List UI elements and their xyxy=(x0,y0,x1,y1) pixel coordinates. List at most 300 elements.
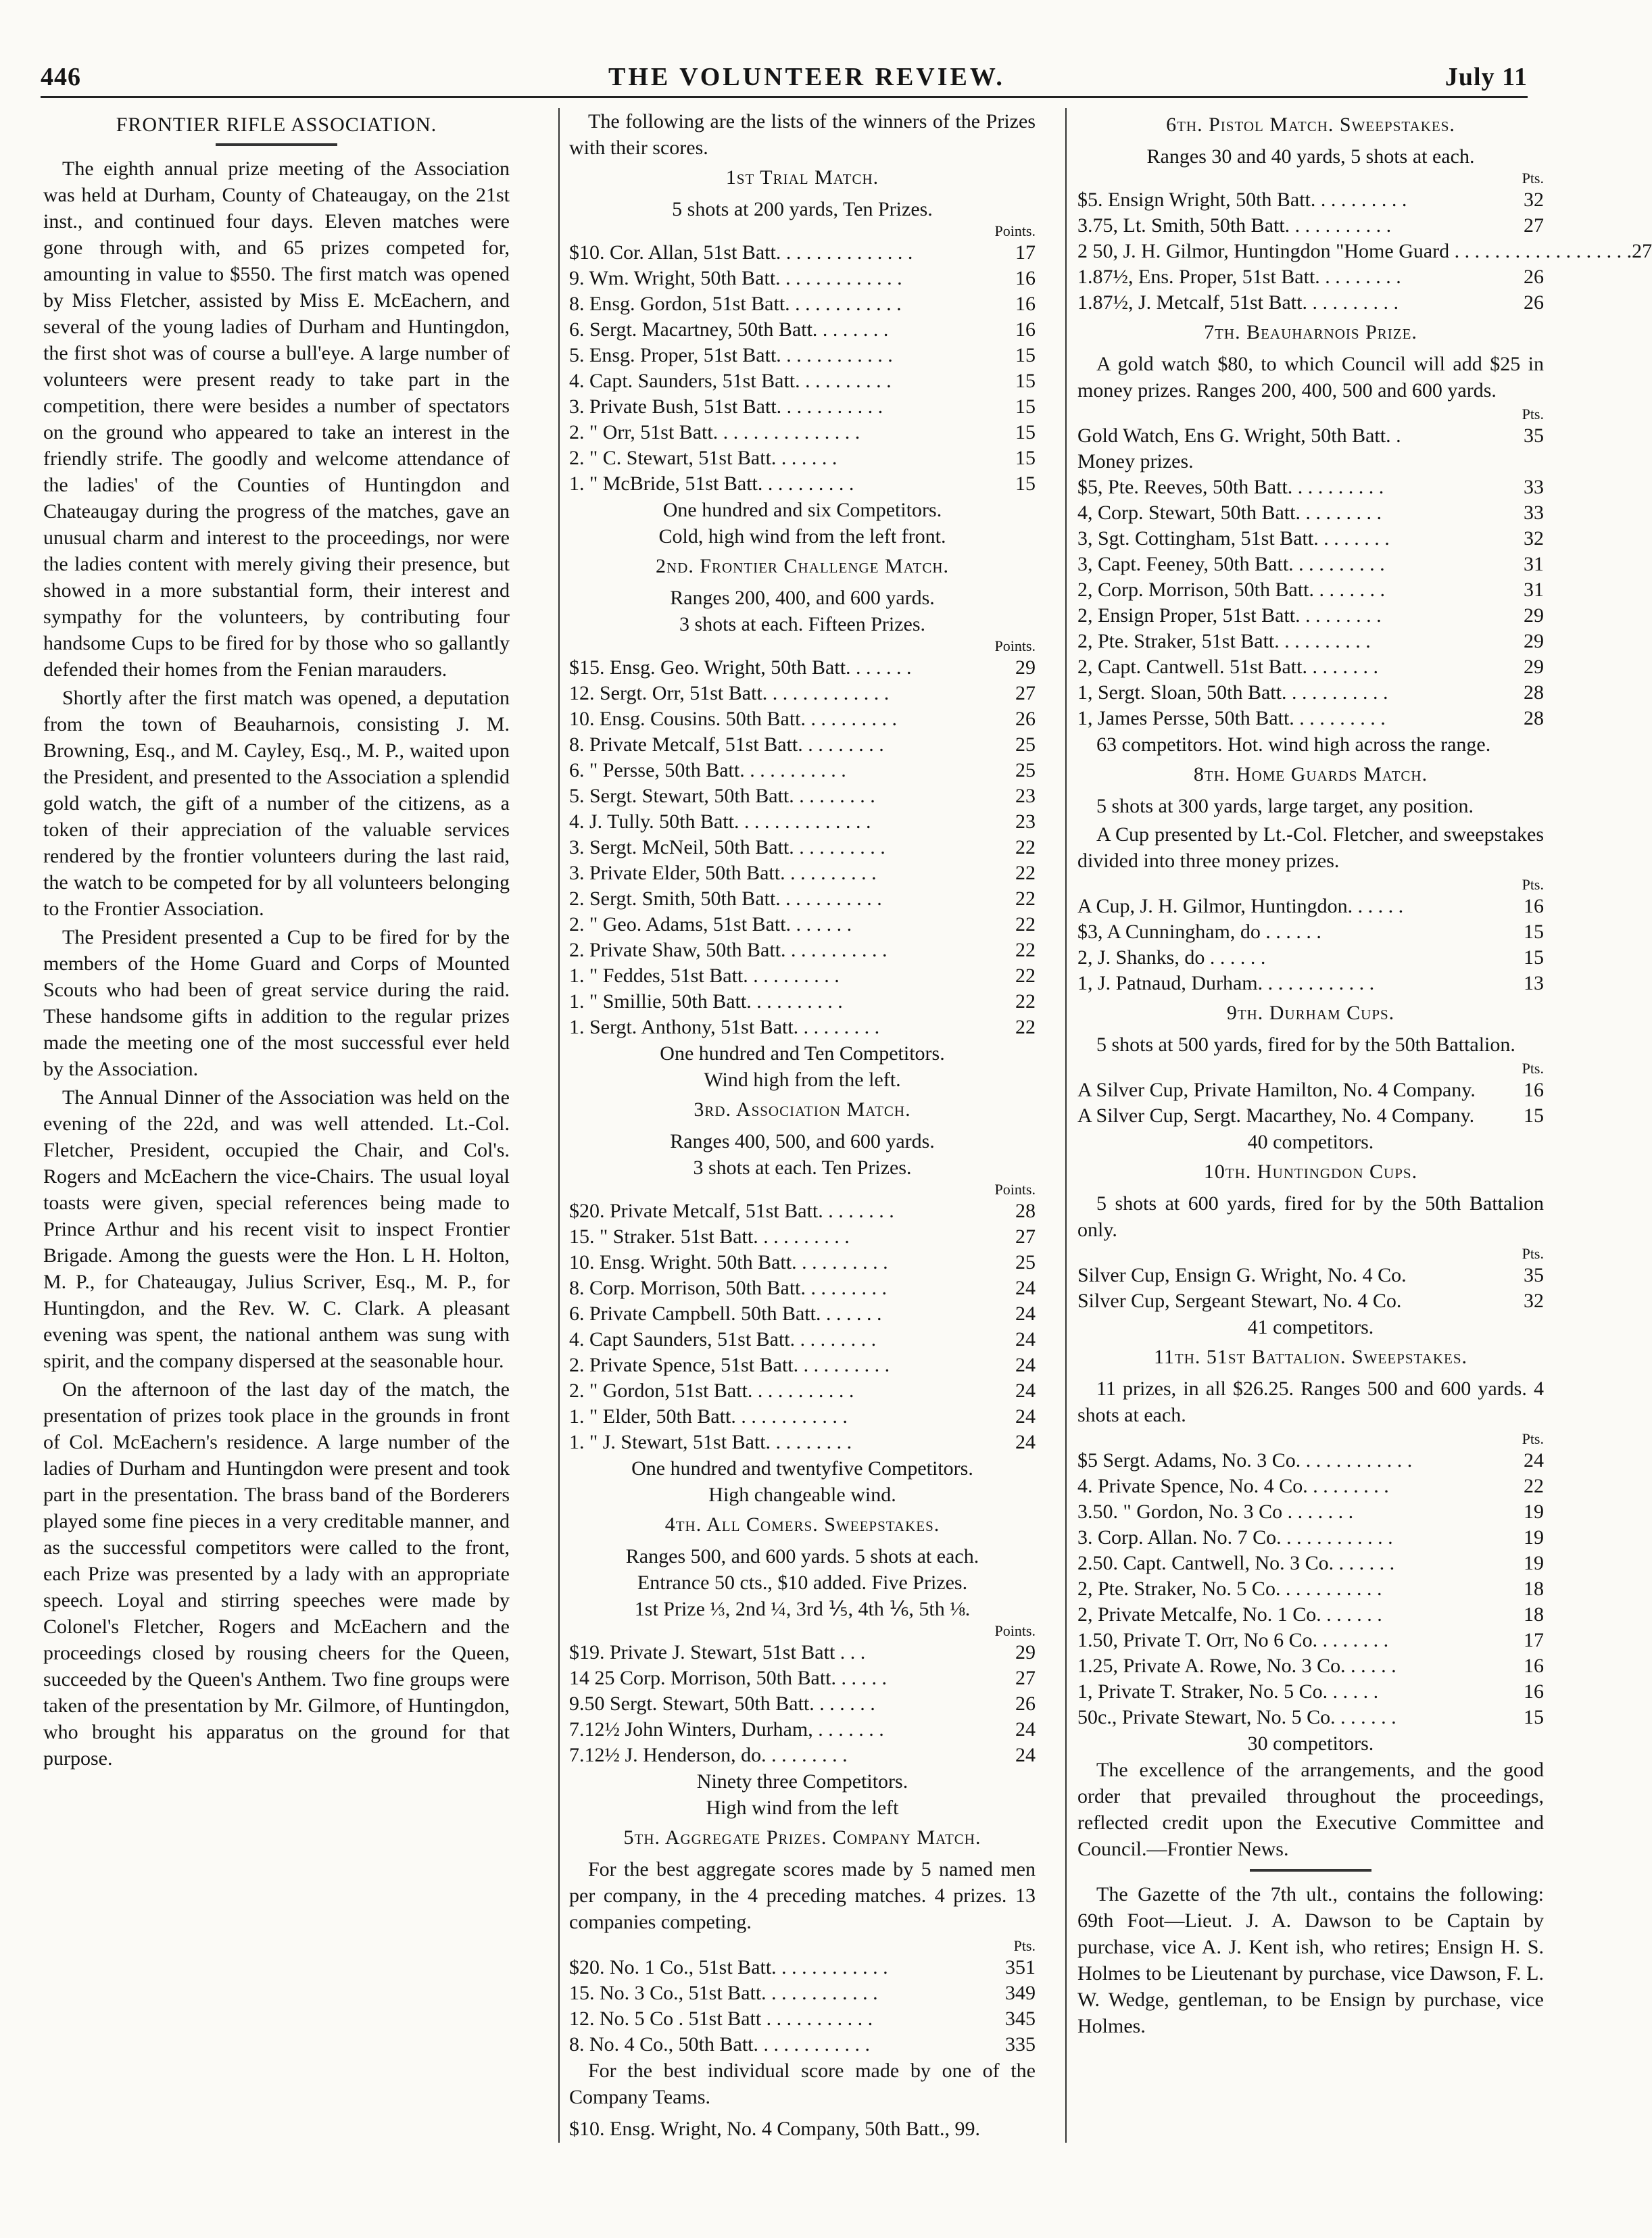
result-row xyxy=(1077,680,1544,706)
result-row xyxy=(1077,1653,1544,1679)
match-footer: 40 competitors. xyxy=(1247,1131,1374,1153)
article-paragraph-1: The eighth annual prize meeting of the Association was held at Durham, County of Chateaugay, on the 21st inst., and continued four days. Eleven matches were gone through with, and 65 prizes competed for, amounting in value to $550. The first match was opened by Miss Fletcher, assisted by Miss E. McEachern, and several of the young ladies of Durham and Huntingdon, the first shot was of course a bull'eye. A large number of volunteers were present ready to take part in the competition, there were besides a number of spectators on the ground who appeared to take an interest in the friendly strife. The goodly and welcome attendance of the ladies' of the Counties of Huntingdon and Chateaugay during the progress of the matches, gave an unusual charm and interest to the proceedings, nor were the ladies content with merely giving their presence, but showed in a more substantial form, their interest and sympathy for the volunteers, by contributing four handsome Cups to be fired for by those who so gallantly defended their homes from the Fenian marauders. xyxy=(43,157,510,681)
result-row xyxy=(569,445,1036,471)
result-row xyxy=(569,732,1036,758)
issue-date: July 11 xyxy=(1444,63,1528,91)
result-row xyxy=(1077,1077,1544,1103)
match-subtitle: 3 shots at each. Ten Prizes. xyxy=(693,1157,912,1179)
score: 24 xyxy=(1015,1718,1036,1741)
result-row xyxy=(569,1665,1036,1691)
competitor-entry: 2. " Orr, 51st Batt. . . . . . . . . . . . . . . xyxy=(569,421,860,443)
result-row xyxy=(1077,1602,1544,1628)
score: 22 xyxy=(1015,836,1036,858)
match-title: 4th. All Comers. Sweepstakes. xyxy=(664,1513,940,1536)
result-row xyxy=(1077,423,1544,449)
points-label: Points. xyxy=(994,637,1036,654)
result-row xyxy=(569,835,1036,860)
match-title: 6th. Pistol Match. Sweepstakes. xyxy=(1166,114,1455,136)
score: 35 xyxy=(1524,424,1544,447)
score: 26 xyxy=(1015,708,1036,730)
page-number: 446 xyxy=(41,63,81,91)
score: 27 xyxy=(1524,214,1544,237)
score: 15 xyxy=(1524,946,1544,969)
score: 35 xyxy=(1524,1264,1544,1286)
score: 15 xyxy=(1015,447,1036,469)
match-description: A Cup presented by Lt.-Col. Fletcher, and sweepstakes divided into three money prizes. xyxy=(1077,823,1544,872)
points-label: Pts. xyxy=(1522,1430,1544,1447)
match-title: 9th. Durham Cups. xyxy=(1226,1002,1395,1024)
section-rule xyxy=(1250,1869,1371,1872)
result-row xyxy=(1077,1525,1544,1551)
score: 15 xyxy=(1524,1104,1544,1127)
match-footer: One hundred and six Competitors. xyxy=(662,499,942,521)
match-footer: One hundred and twentyfive Competitors. xyxy=(631,1457,973,1480)
competitor-entry: 8. Corp. Morrison, 50th Batt. . . . . . . . . xyxy=(569,1277,887,1299)
points-label: Pts. xyxy=(1522,876,1544,893)
score: 13 xyxy=(1524,972,1544,994)
score: 16 xyxy=(1524,1655,1544,1677)
score: 16 xyxy=(1015,293,1036,315)
match-title: 7th. Beauharnois Prize. xyxy=(1204,321,1417,343)
competitor-entry: 9.50 Sergt. Stewart, 50th Batt. . . . . . . xyxy=(569,1693,875,1715)
points-label: Points. xyxy=(994,1181,1036,1198)
match-description: 5 shots at 300 yards, large target, any position. xyxy=(1096,795,1474,817)
competitor-entry: 12. No. 5 Co . 51st Batt . . . . . . . . . . . xyxy=(569,2008,873,2030)
match-subtitle: 3 shots at each. Fifteen Prizes. xyxy=(679,613,926,635)
score: 16 xyxy=(1524,1079,1544,1101)
points-label: Pts. xyxy=(1522,406,1544,422)
score: 24 xyxy=(1015,1328,1036,1351)
competitor-entry: 8. No. 4 Co., 50th Batt. . . . . . . . . . . . xyxy=(569,2033,871,2055)
result-row xyxy=(1077,1551,1544,1576)
competitor-entry: 2 50, J. H. Gilmor, Huntingdon "Home Guard . . . . . . . . . . . . . . . . . . xyxy=(1077,240,1632,262)
result-row xyxy=(569,809,1036,835)
column-divider-2 xyxy=(1065,108,1067,2143)
score: 26 xyxy=(1524,266,1544,288)
result-row xyxy=(569,989,1036,1015)
competitor-entry: 4. Capt Saunders, 51st Batt. . . . . . . . . xyxy=(569,1328,877,1351)
score: 16 xyxy=(1015,267,1036,289)
result-row xyxy=(569,1250,1036,1275)
score: 17 xyxy=(1015,241,1036,264)
score: 27 xyxy=(1015,1667,1036,1689)
competitor-entry: 1. " Feddes, 51st Batt. . . . . . . . . . xyxy=(569,965,840,987)
result-row xyxy=(1077,654,1544,680)
score: 32 xyxy=(1524,527,1544,550)
competitor-entry: 1.25, Private A. Rowe, No. 3 Co. . . . . . xyxy=(1077,1655,1396,1677)
result-row xyxy=(1077,264,1544,290)
match-description: 5 shots at 600 yards, fired for by the 50th Battalion only. xyxy=(1077,1192,1544,1241)
competitor-entry: 10. Ensg. Cousins. 50th Batt. . . . . . . . . . xyxy=(569,708,898,730)
competitor-entry: 2. " Geo. Adams, 51st Batt. . . . . . . xyxy=(569,913,852,935)
score: 16 xyxy=(1524,1680,1544,1703)
competitor-entry: 3, Capt. Feeney, 50th Batt. . . . . . . . . . xyxy=(1077,553,1385,575)
result-row xyxy=(569,1980,1036,2006)
score: 24 xyxy=(1015,1431,1036,1453)
result-row xyxy=(569,912,1036,938)
match-description: A gold watch $80, to which Council will add $25 in money prizes. Ranges 200, 400, 500 and 600 yards. xyxy=(1077,353,1544,402)
result-row xyxy=(569,266,1036,291)
results-intro: The following are the lists of the winners of the Prizes with their scores. xyxy=(569,110,1036,159)
result-row xyxy=(569,420,1036,445)
match-description: For the best aggregate scores made by 5 named men per company, in the 4 preceding matches. 4 prizes. 13 companies competing. xyxy=(569,1858,1036,1933)
result-row xyxy=(1077,290,1544,316)
match-description: 5 shots at 500 yards, fired for by the 50th Battalion. xyxy=(1096,1033,1515,1056)
result-row xyxy=(1077,603,1544,629)
score: 26 xyxy=(1524,291,1544,314)
competitor-entry: 1, Private T. Straker, No. 5 Co. . . . . . xyxy=(1077,1680,1379,1703)
score: 15 xyxy=(1015,370,1036,392)
score: 25 xyxy=(1015,759,1036,781)
competitor-entry: 15. No. 3 Co., 51st Batt. . . . . . . . . . . . xyxy=(569,1982,878,2004)
result-row xyxy=(1077,1628,1544,1653)
result-row xyxy=(569,655,1036,681)
competitor-entry: 3.75, Lt. Smith, 50th Batt. . . . . . . . . . . xyxy=(1077,214,1392,237)
score: 18 xyxy=(1524,1578,1544,1600)
score: 16 xyxy=(1524,895,1544,917)
competitor-entry: A Silver Cup, Private Hamilton, No. 4 Company. xyxy=(1077,1079,1476,1101)
competitor-entry: 3, Sgt. Cottingham, 51st Batt. . . . . . . . xyxy=(1077,527,1390,550)
competitor-entry: A Cup, J. H. Gilmor, Huntingdon. . . . . . xyxy=(1077,895,1404,917)
score: 22 xyxy=(1015,1016,1036,1038)
points-label: Pts. xyxy=(1013,1937,1036,1954)
match-title: 11th. 51st Battalion. Sweepstakes. xyxy=(1153,1346,1468,1368)
score: 31 xyxy=(1524,553,1544,575)
score: 33 xyxy=(1524,502,1544,524)
result-row xyxy=(569,2006,1036,2032)
result-row xyxy=(569,1015,1036,1040)
competitor-entry: 9. Wm. Wright, 50th Batt. . . . . . . . . . . . . xyxy=(569,267,902,289)
competitor-entry: 1.87½, Ens. Proper, 51st Batt. . . . . . . . . xyxy=(1077,266,1401,288)
result-row xyxy=(569,1198,1036,1224)
competitor-entry: 1, James Persse, 50th Batt. . . . . . . . . . xyxy=(1077,707,1386,729)
competitor-entry: 2. " C. Stewart, 51st Batt. . . . . . . xyxy=(569,447,837,469)
score: 345 xyxy=(1005,2008,1036,2030)
article-paragraph-2: Shortly after the first match was opened, a deputation from the town of Beauharnois, consisting J. M. Browning, Esq., and M. Cayley, Esq., M. P., waited upon the President, and presented to the Association a splendid gold watch, the gift of a number of the citizens, as a token of their appreciation of the valuable services rendered by the frontier volunteers during the last raid, the watch to be competed for by all volunteers belonging to the Frontier Association. xyxy=(43,687,510,920)
article-paragraph-4: The Annual Dinner of the Association was held on the evening of the 22d, and was well attended. Lt.-Col. Fletcher, President, occupied the Chair, and Col's. Rogers and McEachern the vice-Chairs. The usual loyal toasts were given, special references being made to Prince Arthur and his recent visit to inspect Frontier Brigade. Among the guests were the Hon. L H. Holton, M. P., for Chateaugay, Julius Scriver, Esq., M. P., for Huntingdon, and the Rev. W. C. Clark. A pleasant evening was spent, the national anthem was sung with spirit, and the company dispersed at the seasonable hour. xyxy=(43,1086,510,1372)
match-footer: 63 competitors. Hot. wind high across the range. xyxy=(1096,733,1491,756)
points-label: Pts. xyxy=(1522,170,1544,187)
result-row xyxy=(1077,894,1544,919)
competitor-entry: 12. Sergt. Orr, 51st Batt. . . . . . . . . . . . . xyxy=(569,682,890,704)
competitor-entry: 6. Private Campbell. 50th Batt. . . . . . . xyxy=(569,1303,882,1325)
competitor-entry: 4, Corp. Stewart, 50th Batt. . . . . . . . . xyxy=(1077,502,1382,524)
score: 19 xyxy=(1524,1501,1544,1523)
publication-title: THE VOLUNTEER REVIEW. xyxy=(608,63,1005,91)
result-row xyxy=(1077,1576,1544,1602)
score: 349 xyxy=(1005,1982,1036,2004)
result-row xyxy=(569,291,1036,317)
competitor-entry: 1. Sergt. Anthony, 51st Batt. . . . . . . . . xyxy=(569,1016,880,1038)
result-row xyxy=(1077,552,1544,577)
result-row xyxy=(569,1301,1036,1327)
result-row xyxy=(569,1691,1036,1717)
score: 27 xyxy=(1015,682,1036,704)
competitor-entry: 1. " J. Stewart, 51st Batt. . . . . . . . . xyxy=(569,1431,852,1453)
score: 33 xyxy=(1524,476,1544,498)
score: 24 xyxy=(1015,1303,1036,1325)
individual-prize: $10. Ensg. Wright, No. 4 Company, 50th Batt., 99. xyxy=(569,2118,980,2140)
result-row xyxy=(1077,500,1544,526)
result-row xyxy=(569,963,1036,989)
match-subtitle: 5 shots at 200 yards, Ten Prizes. xyxy=(672,198,933,220)
competitor-entry: Gold Watch, Ens G. Wright, 50th Batt. . xyxy=(1077,424,1401,447)
result-row xyxy=(569,2032,1036,2058)
points-label: Pts. xyxy=(1522,1060,1544,1077)
competitor-entry: $5 Sergt. Adams, No. 3 Co. . . . . . . . . . . . xyxy=(1077,1449,1413,1471)
result-row xyxy=(569,1275,1036,1301)
result-row xyxy=(1077,1499,1544,1525)
competitor-entry: 14 25 Corp. Morrison, 50th Batt. . . . . . xyxy=(569,1667,887,1689)
score: 24 xyxy=(1524,1449,1544,1471)
competitor-entry: 3.50. " Gordon, No. 3 Co . . . . . . . xyxy=(1077,1501,1354,1523)
result-row xyxy=(569,783,1036,809)
score: 28 xyxy=(1524,681,1544,704)
competitor-entry: 6. Sergt. Macartney, 50th Batt. . . . . . . . xyxy=(569,318,889,341)
match-title: 10th. Huntingdon Cups. xyxy=(1203,1161,1418,1183)
score xyxy=(1503,449,1544,475)
result-row xyxy=(569,1955,1036,1980)
closing-note: The excellence of the arrangements, and the good order that prevailed throughout the proceedings, reflected credit upon the Executive Committee and Council.—Frontier News. xyxy=(1077,1759,1544,1860)
competitor-entry: 1.50, Private T. Orr, No 6 Co. . . . . . . . xyxy=(1077,1629,1389,1651)
result-row xyxy=(1077,706,1544,731)
competitor-entry: 4. J. Tully. 50th Batt. . . . . . . . . . . . . . xyxy=(569,810,871,833)
competitor-entry: 2, Corp. Morrison, 50th Batt. . . . . . . . xyxy=(1077,579,1385,601)
result-row xyxy=(1077,526,1544,552)
result-row xyxy=(1077,239,1652,264)
score: 31 xyxy=(1524,579,1544,601)
score: 15 xyxy=(1015,344,1036,366)
result-row xyxy=(569,240,1036,266)
competitor-entry: $3, A Cunningham, do . . . . . . xyxy=(1077,921,1321,943)
result-row xyxy=(569,368,1036,394)
score: 23 xyxy=(1015,810,1036,833)
competitor-entry: Money prizes. xyxy=(1077,450,1194,472)
score: 16 xyxy=(1015,318,1036,341)
match-subtitle: Ranges 400, 500, and 600 yards. xyxy=(670,1130,935,1152)
score: 15 xyxy=(1524,921,1544,943)
score: 15 xyxy=(1524,1706,1544,1728)
score: 22 xyxy=(1015,990,1036,1013)
result-row xyxy=(1077,1263,1544,1288)
score: 29 xyxy=(1015,656,1036,679)
result-row xyxy=(1077,629,1544,654)
competitor-entry: 3. Sergt. McNeil, 50th Batt. . . . . . . . . . xyxy=(569,836,885,858)
competitor-entry: $20. Private Metcalf, 51st Batt. . . . . . . . xyxy=(569,1200,894,1222)
result-row xyxy=(1077,1679,1544,1705)
article-heading: FRONTIER RIFLE ASSOCIATION. xyxy=(116,114,437,136)
result-row xyxy=(1077,1448,1544,1474)
article-paragraph-3: The President presented a Cup to be fired for by the members of the Home Guard and Corps of Mounted Scouts who had been of great service during the raid. These handsome gifts in addition to the regular prizes made the meeting one of the most successful ever held by the Association. xyxy=(43,926,510,1080)
competitor-entry: 2, Private Metcalfe, No. 1 Co. . . . . . . xyxy=(1077,1603,1382,1626)
score: 17 xyxy=(1524,1629,1544,1651)
score: 18 xyxy=(1524,1603,1544,1626)
competitor-entry: $10. Cor. Allan, 51st Batt. . . . . . . . . . . . . . xyxy=(569,241,913,264)
score: 24 xyxy=(1015,1277,1036,1299)
match-title: 1st Trial Match. xyxy=(725,166,879,189)
competitor-entry: 7.12½ John Winters, Durham, . . . . . . . xyxy=(569,1718,884,1741)
competitor-entry: A Silver Cup, Sergt. Macarthey, No. 4 Company. xyxy=(1077,1104,1475,1127)
heading-rule xyxy=(216,143,337,146)
match-subtitle: Ranges 500, and 600 yards. 5 shots at each. xyxy=(625,1545,979,1567)
score: 29 xyxy=(1015,1641,1036,1663)
result-row xyxy=(1077,945,1544,971)
result-row xyxy=(569,706,1036,732)
score: 24 xyxy=(1015,1380,1036,1402)
competitor-entry: 10. Ensg. Wright. 50th Batt. . . . . . . . . . xyxy=(569,1251,888,1273)
competitor-entry: 2. Private Shaw, 50th Batt. . . . . . . . . . . xyxy=(569,939,888,961)
gazette-note: The Gazette of the 7th ult., contains the following: 69th Foot—Lieut. J. A. Dawson to be Captain by purchase, vice A. J. Kent ish, who retires; Ensign H. S. Holmes to be Lieutenant by purchase, vice Dawson, F. L. W. Wedge, gentleman, to be Ensign by purchase, vice Holmes. xyxy=(1077,1883,1544,2037)
result-row xyxy=(569,938,1036,963)
competitor-entry: 8. Private Metcalf, 51st Batt. . . . . . . . . xyxy=(569,733,884,756)
points-label: Points. xyxy=(994,1622,1036,1639)
competitor-entry: $19. Private J. Stewart, 51st Batt . . . xyxy=(569,1641,866,1663)
column-divider-1 xyxy=(558,108,560,2143)
score: 19 xyxy=(1524,1526,1544,1549)
match-footer: Cold, high wind from the left front. xyxy=(658,525,946,548)
competitor-entry: 1.87½, J. Metcalf, 51st Batt. . . . . . . . . . xyxy=(1077,291,1399,314)
result-row xyxy=(569,886,1036,912)
match-footer: 41 competitors. xyxy=(1247,1316,1374,1338)
result-row xyxy=(1077,919,1544,945)
score: 15 xyxy=(1015,421,1036,443)
score: 22 xyxy=(1015,887,1036,910)
result-row xyxy=(1077,1474,1544,1499)
competitor-entry: 4. Private Spence, No. 4 Co. . . . . . . . . xyxy=(1077,1475,1389,1497)
match-description: For the best individual score made by one of the Company Teams. xyxy=(569,2060,1036,2108)
score: 15 xyxy=(1015,472,1036,495)
competitor-entry: 2. Private Spence, 51st Batt. . . . . . . . . . xyxy=(569,1354,890,1376)
score: 22 xyxy=(1015,939,1036,961)
result-row xyxy=(569,1717,1036,1743)
result-row xyxy=(569,681,1036,706)
match-subtitle: Entrance 50 cts., $10 added. Five Prizes. xyxy=(637,1572,968,1594)
score: 32 xyxy=(1524,1290,1544,1312)
score: 26 xyxy=(1015,1693,1036,1715)
competitor-entry: 5. Ensg. Proper, 51st Batt. . . . . . . . . . . . xyxy=(569,344,893,366)
match-title: 5th. Aggregate Prizes. Company Match. xyxy=(623,1826,981,1849)
competitor-entry: 3. Private Elder, 50th Batt. . . . . . . . . . xyxy=(569,862,877,884)
score: 335 xyxy=(1005,2033,1036,2055)
score: 28 xyxy=(1015,1200,1036,1222)
score: 24 xyxy=(1015,1405,1036,1428)
competitor-entry: 1, Sergt. Sloan, 50th Batt. . . . . . . . . . . xyxy=(1077,681,1388,704)
match-footer: Ninety three Competitors. xyxy=(696,1770,908,1793)
competitor-entry: 7.12½ J. Henderson, do. . . . . . . . . xyxy=(569,1744,848,1766)
score: 22 xyxy=(1015,913,1036,935)
score: 29 xyxy=(1524,630,1544,652)
competitor-entry: 2, J. Shanks, do . . . . . . xyxy=(1077,946,1266,969)
score: 25 xyxy=(1015,733,1036,756)
score: 32 xyxy=(1524,189,1544,211)
result-row xyxy=(1077,1103,1544,1129)
result-row xyxy=(569,471,1036,497)
column-3 xyxy=(1077,108,1652,2041)
result-row xyxy=(569,317,1036,343)
competitor-entry: 50c., Private Stewart, No. 5 Co. . . . . . . xyxy=(1077,1706,1396,1728)
competitor-entry: $5. Ensign Wright, 50th Batt. . . . . . . . . . xyxy=(1077,189,1407,211)
score: 19 xyxy=(1524,1552,1544,1574)
match-subtitle: Ranges 30 and 40 yards, 5 shots at each. xyxy=(1146,145,1475,168)
competitor-entry: 2. " Gordon, 51st Batt. . . . . . . . . . . xyxy=(569,1380,854,1402)
score: 22 xyxy=(1524,1475,1544,1497)
score: 23 xyxy=(1015,785,1036,807)
competitor-entry: 6. " Persse, 50th Batt. . . . . . . . . . . xyxy=(569,759,846,781)
result-row xyxy=(569,1353,1036,1378)
competitor-entry: 15. " Straker. 51st Batt. . . . . . . . . . xyxy=(569,1225,850,1248)
competitor-entry: 5. Sergt. Stewart, 50th Batt. . . . . . . . . xyxy=(569,785,875,807)
competitor-entry: 1, J. Patnaud, Durham. . . . . . . . . . . . xyxy=(1077,972,1375,994)
competitor-entry: 1. " Elder, 50th Batt. . . . . . . . . . . . xyxy=(569,1405,848,1428)
score: 29 xyxy=(1524,604,1544,627)
score: 22 xyxy=(1015,862,1036,884)
competitor-entry: 2, Ensign Proper, 51st Batt. . . . . . . . . xyxy=(1077,604,1382,627)
match-title: 2nd. Frontier Challenge Match. xyxy=(655,555,949,577)
competitor-entry: $15. Ensg. Geo. Wright, 50th Batt. . . . . . . xyxy=(569,656,912,679)
competitor-entry: 3. Corp. Allan. No. 7 Co. . . . . . . . . . . . xyxy=(1077,1526,1393,1549)
score: 25 xyxy=(1015,1251,1036,1273)
result-row xyxy=(1077,213,1544,239)
competitor-entry: 2, Capt. Cantwell. 51st Batt. . . . . . . . xyxy=(1077,656,1378,678)
match-footer: High changeable wind. xyxy=(708,1484,896,1506)
competitor-entry: 2, Pte. Straker, 51st Batt. . . . . . . . . . xyxy=(1077,630,1371,652)
competitor-entry: 4. Capt. Saunders, 51st Batt. . . . . . . . . . xyxy=(569,370,892,392)
score: 351 xyxy=(1005,1956,1036,1978)
competitor-entry: 2. Sergt. Smith, 50th Batt. . . . . . . . . . . xyxy=(569,887,882,910)
competitor-entry: 3. Private Bush, 51st Batt. . . . . . . . . . . xyxy=(569,395,883,418)
result-row xyxy=(1077,449,1544,475)
result-row xyxy=(1077,475,1544,500)
result-row xyxy=(569,1327,1036,1353)
score: 22 xyxy=(1015,965,1036,987)
result-row xyxy=(569,1378,1036,1404)
score: 29 xyxy=(1524,656,1544,678)
competitor-entry: $5, Pte. Reeves, 50th Batt. . . . . . . . . . xyxy=(1077,476,1384,498)
points-label: Pts. xyxy=(1522,1245,1544,1262)
competitor-entry: 8. Ensg. Gordon, 51st Batt. . . . . . . . . . . . xyxy=(569,293,902,315)
score: 24 xyxy=(1015,1354,1036,1376)
result-row xyxy=(1077,1705,1544,1730)
score: 27 xyxy=(1015,1225,1036,1248)
article-paragraph-5: On the afternoon of the last day of the match, the presentation of prizes took place in the grounds in front of Col. McEachern's residence. A large number of the ladies of Durham and Huntingdon were present and took part in the presentation. The brass band of the Borderers played some fine pieces in a very creditable manner, and as the successful competitors were called to the front, each Prize was presented by a lady with an appropriate speech. Loyal and stirring speeches were made by Colonel's Fletcher, Rogers and McEachern and the proceedings closed by rousing cheers for the Queen, succeeded by the Queen's Anthem. Two fine groups were taken of the presentation by Mr. Gilmore, of Huntingdon, who brought his apparatus on the ground for that purpose. xyxy=(43,1378,510,1770)
result-row xyxy=(569,758,1036,783)
result-row xyxy=(569,1743,1036,1768)
competitor-entry: Silver Cup, Sergeant Stewart, No. 4 Co. xyxy=(1077,1290,1402,1312)
result-row xyxy=(1077,1288,1544,1314)
competitor-entry: 1. " McBride, 51st Batt. . . . . . . . . . xyxy=(569,472,854,495)
match-description: 11 prizes, in all $26.25. Ranges 500 and 600 yards. 4 shots at each. xyxy=(1077,1378,1544,1426)
column-2 xyxy=(569,108,1036,2147)
result-row xyxy=(1077,187,1544,213)
page-header xyxy=(41,62,1528,98)
result-row xyxy=(569,1224,1036,1250)
match-subtitle: 1st Prize ⅓, 2nd ¼, 3rd ⅕, 4th ⅙, 5th ⅛. xyxy=(634,1598,971,1620)
competitor-entry: Silver Cup, Ensign G. Wright, No. 4 Co. xyxy=(1077,1264,1407,1286)
match-subtitle: Ranges 200, 400, and 600 yards. xyxy=(670,587,935,609)
score: 24 xyxy=(1015,1744,1036,1766)
score: 28 xyxy=(1524,707,1544,729)
column-1 xyxy=(43,108,510,1774)
competitor-entry: 2, Pte. Straker, No. 5 Co. . . . . . . . . . . xyxy=(1077,1578,1382,1600)
result-row xyxy=(569,860,1036,886)
match-footer: Wind high from the left. xyxy=(704,1069,901,1091)
score: 27 xyxy=(1632,240,1652,262)
points-label: Points. xyxy=(994,222,1036,239)
competitor-entry: 2.50. Capt. Cantwell, No. 3 Co. . . . . . . xyxy=(1077,1552,1395,1574)
competitor-entry: $20. No. 1 Co., 51st Batt. . . . . . . . . . . . xyxy=(569,1956,888,1978)
match-title: 8th. Home Guards Match. xyxy=(1193,763,1428,785)
result-row xyxy=(569,394,1036,420)
